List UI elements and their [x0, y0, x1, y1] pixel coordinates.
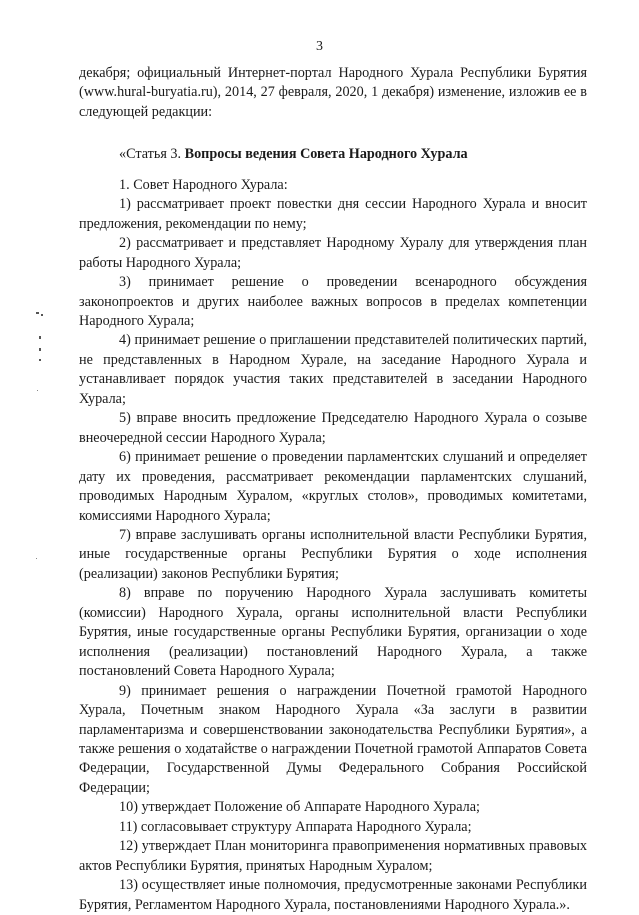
scan-dot	[36, 558, 37, 559]
article-prefix: «Статья 3.	[119, 146, 182, 163]
list-item: 2) рассматривает и представляет Народному Хуралу для утверждения план работы Народного Хурала;	[79, 235, 587, 271]
list-item: 12) утверждает План мониторинга правоприменения нормативных правовых актов Республики Бурятия, принятых Народным Хуралом;	[79, 838, 587, 874]
document-body	[79, 64, 587, 915]
intro-paragraph: декабря; официальный Интернет-портал Народного Хурала Республики Бурятия (www.hural-buryatia.ru), 2014, 27 февраля, 2020, 1 декабря) изменение, изложив ее в следующей редакции:	[79, 65, 587, 120]
list-item: 5) вправе вносить предложение Председателю Народного Хурала о созыве внеочередной сессии Народного Хурала;	[79, 410, 587, 446]
list-item: 11) согласовывает структуру Аппарата Народного Хурала;	[119, 818, 472, 835]
list-item: 3) принимает решение о проведении всенародного обсуждения законопроектов и других наиболее важных вопросов в пределах компетенции Народного Хурала;	[79, 274, 587, 329]
section-lead: 1. Совет Народного Хурала:	[119, 176, 288, 193]
article-heading	[79, 145, 587, 164]
list-item: 6) принимает решение о проведении парламентских слушаний и определяет дату их проведения, рассматривает рекомендации парламентских слушаний, проводимых Народным Хуралом, «круглых столов», проводимых комитетами, комиссиями Народного Хурала;	[79, 449, 587, 524]
list-item: 8) вправе по поручению Народного Хурала заслушивать комитеты (комиссии) Народного Хурала, органы исполнительной власти Республики Бурятия, иные государственные органы Республики Бурятия, организации о ходе исполнения (реализации) постановлений Народного Хурала, а также постановлений Совета Народного Хурала;	[79, 585, 587, 680]
list-item: 4) принимает решение о приглашении представителей политических партий, не представленных в Народном Хурале, на заседание Народного Хурала и устанавливает порядок участия таких представителей в заседании Народного Хурала;	[79, 332, 587, 407]
article-title: Вопросы ведения Совета Народного Хурала	[184, 146, 468, 163]
list-item: 10) утверждает Положение об Аппарате Народного Хурала;	[119, 799, 480, 816]
page-number: 3	[316, 39, 323, 54]
scan-dot	[37, 390, 38, 391]
list-item: 13) осуществляет иные полномочия, предусмотренные законами Республики Бурятия, Регламентом Народного Хурала, постановлениями Народного Хурала.».	[79, 877, 587, 913]
list-item: 7) вправе заслушивать органы исполнительной власти Республики Бурятия, иные государственные органы Республики Бурятия о ходе исполнения (реализации) законов Республики Бурятия;	[79, 526, 587, 582]
list-item: 9) принимает решения о награждении Почетной грамотой Народного Хурала, Почетным знаком Народного Хурала «За заслуги в развитии парламентаризма и совершенствовании законодательства Республики Бурятия», а также решения о ходатайстве о награждении Почетной грамотой Аппаратов Совета Федерации, Государственной Думы Федерального Собрания Российской Федерации;	[79, 682, 587, 796]
margin-scan-marks	[34, 312, 46, 362]
list-item: 1) рассматривает проект повестки дня сессии Народного Хурала и вносит предложения, рекомендации по нему;	[79, 196, 587, 232]
